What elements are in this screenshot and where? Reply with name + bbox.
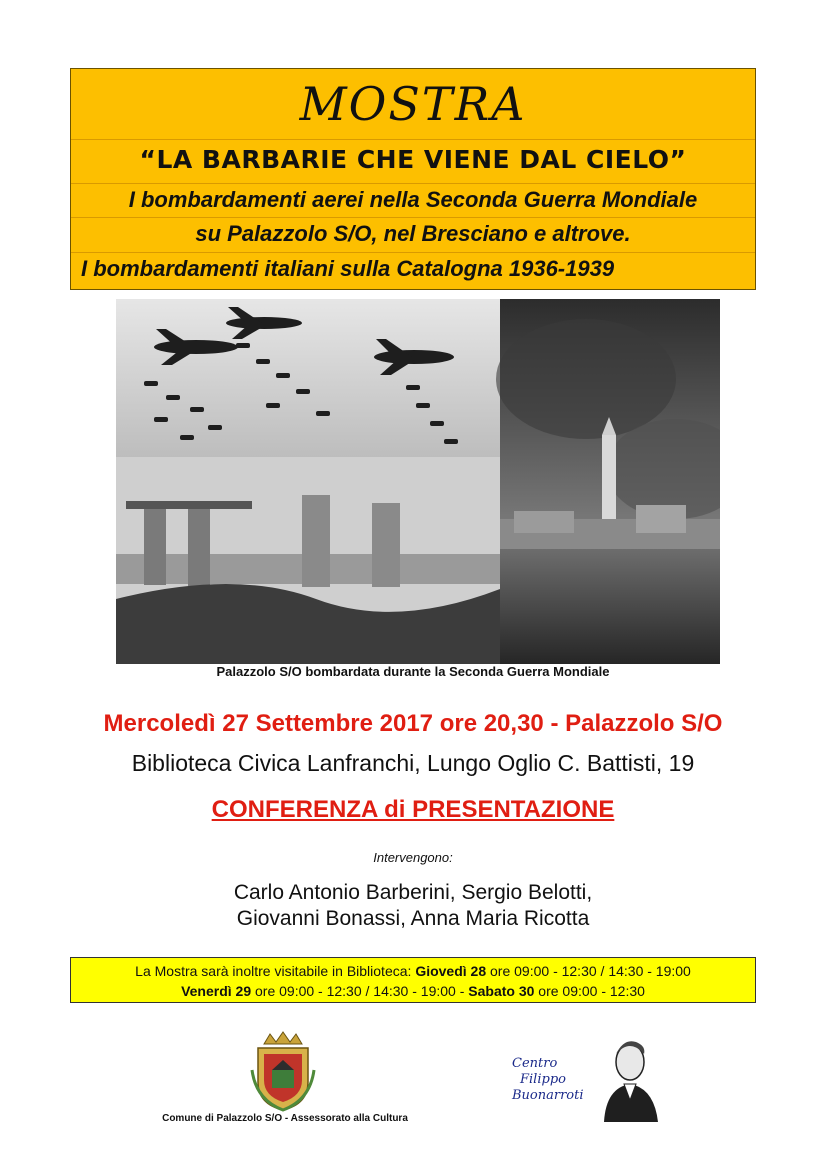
speakers-line: Carlo Antonio Barberini, Sergio Belotti, [233,881,593,904]
conference-title: CONFERENZA di PRESENTAZIONE [211,796,615,823]
banner-divider [71,183,755,184]
exhibition-subtitle-1: I bombardamenti aerei nella Seconda Guerra Mondiale [128,187,698,212]
hours-times: ore 09:00 - 12:30 / 14:30 - 19:00 - [251,983,469,999]
hours-line-2 [71,981,755,1001]
speakers-line: Giovanni Bonassi, Anna Maria Ricotta [236,907,590,930]
hours-line-1 [71,961,755,981]
banner-divider [71,139,755,140]
exhibition-title: “LA BARBARIE CHE VIENE DAL CIELO” [139,145,687,174]
centro-line: Buonarroti [512,1088,584,1103]
town-smoke-photo [496,299,720,664]
buonarroti-portrait-icon [596,1038,662,1122]
centro-line: Centro [512,1056,558,1071]
bombers-photo [116,299,500,457]
exhibition-subtitle-3: I bombardamenti italiani sulla Catalogna 1936-1939 [81,256,615,281]
hours-day: Venerdì 29 [181,983,252,999]
comune-crest-icon [250,1030,316,1112]
title-banner [70,68,756,290]
exhibition-subtitle-2: su Palazzolo S/O, nel Bresciano e altrove. [195,221,631,246]
exhibition-label: MOSTRA [299,77,527,131]
hours-day: Giovedì 28 [415,963,487,979]
bridge-ruins-photo [116,457,500,664]
comune-credit: Comune di Palazzolo S/O - Assessorato alla Cultura [162,1113,408,1124]
photo-collage [116,299,720,664]
centro-filippo-buonarroti-logo [512,1056,584,1104]
hours-intro: La Mostra sarà inoltre visitabile in Biblioteca: [135,963,416,979]
banner-divider [71,252,755,253]
event-date-time: Mercoledì 27 Settembre 2017 ore 20,30 - Palazzolo S/O [103,710,723,737]
banner-divider [71,217,755,218]
speakers-label: Intervengono: [373,850,453,865]
opening-hours-box [70,957,756,1003]
hours-times: ore 09:00 - 12:30 [534,983,645,999]
centro-line: Filippo [520,1072,566,1087]
event-venue: Biblioteca Civica Lanfranchi, Lungo Oglio C. Battisti, 19 [131,750,695,776]
speakers-list [0,880,826,932]
photo-caption: Palazzolo S/O bombardata durante la Seconda Guerra Mondiale [216,664,610,679]
hours-day: Sabato 30 [468,983,535,999]
hours-times: ore 09:00 - 12:30 / 14:30 - 19:00 [486,963,691,979]
